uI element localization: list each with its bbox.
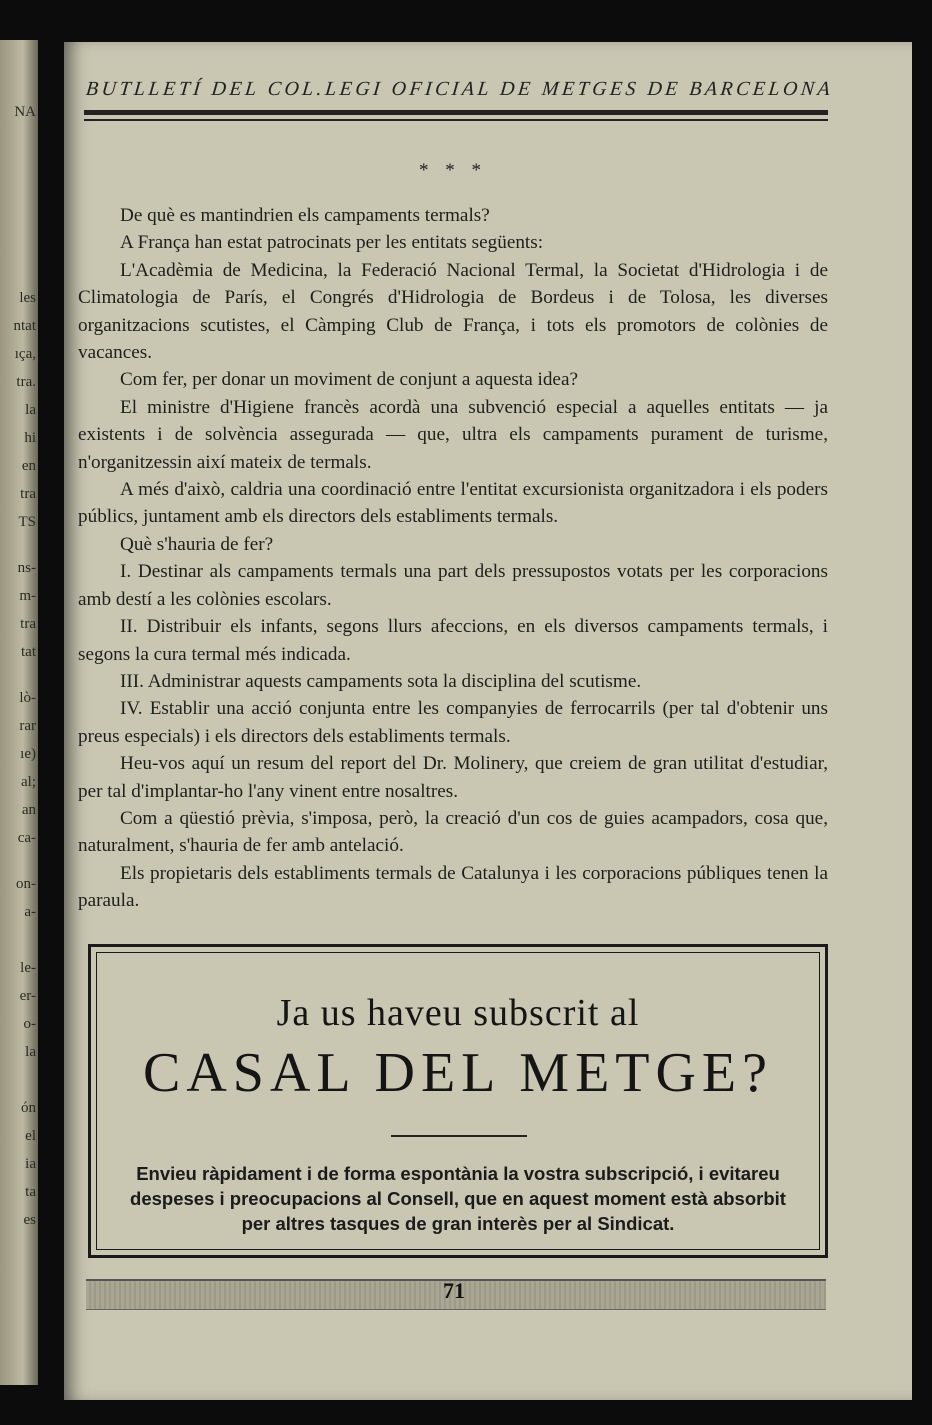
adjacent-page-text: es	[23, 1212, 36, 1228]
adjacent-page-text: tra	[20, 486, 36, 502]
adjacent-page-text: rar	[19, 718, 36, 734]
adjacent-page-text: al;	[21, 774, 36, 790]
adjacent-page-text: m-	[19, 588, 36, 604]
adjacent-page-text: ón	[21, 1100, 36, 1116]
adjacent-page-text: NA	[14, 104, 36, 120]
advertisement-inner-border	[96, 952, 820, 1250]
advertisement-headline: Ja us haveu subscrit al	[276, 992, 640, 1034]
paragraph: A més d'això, caldria una coordinació entre l'entitat excursionista organitzadora i els poders públics, juntament amb els directors dels establiments termals.	[78, 479, 828, 528]
article-body	[78, 202, 828, 915]
adjacent-page-text: an	[21, 802, 36, 818]
adjacent-page-text: ta	[25, 1184, 36, 1200]
adjacent-page-text: lò-	[19, 690, 36, 706]
advertisement-message: Envieu ràpidament i de forma espontània la vostra subscripció, i evitareu despeses i preocupacions al Consell, que en aquest moment està absorbit per altres tasques de gran interès per al Sindicat.	[130, 1163, 786, 1234]
adjacent-page-text: ıça,	[14, 346, 36, 362]
adjacent-page-text: ıe)	[20, 746, 36, 762]
document-page	[64, 42, 912, 1400]
adjacent-page-text: a-	[24, 904, 36, 920]
adjacent-page-text: la	[25, 402, 36, 418]
advertisement-title: CASAL DEL METGE?	[143, 1042, 773, 1104]
adjacent-page-text: les	[19, 290, 36, 306]
adjacent-page-text: o-	[23, 1016, 36, 1032]
adjacent-page-text: tat	[21, 644, 36, 660]
paragraph: Heu-vos aquí un resum del report del Dr. Molinery, que creiem de gran utilitat d'estudiar, per tal d'implantar-ho l'any vinent entre nosaltres.	[78, 753, 828, 802]
adjacent-page-text: la	[25, 1044, 36, 1060]
advertisement-divider	[391, 1135, 527, 1137]
paragraph: Com fer, per donar un moviment de conjunt a aquesta idea?	[120, 369, 578, 391]
adjacent-page-text: ca-	[17, 830, 36, 846]
page-number: 71	[443, 1278, 465, 1303]
adjacent-page-fragment	[0, 40, 38, 1385]
header-rule-thin	[84, 119, 828, 121]
section-separator: * * *	[419, 160, 487, 181]
paragraph: A França han estat patrocinats per les entitats següents:	[120, 232, 544, 254]
page-header-title: BUTLLETÍ DEL COL.LEGI OFICIAL DE METGES DE BARCELONA	[84, 78, 835, 100]
header-rule	[84, 110, 828, 115]
adjacent-page-text: le-	[20, 960, 36, 976]
adjacent-page-text: tra.	[16, 374, 36, 390]
adjacent-page-text: on-	[16, 876, 36, 892]
paragraph: Què s'hauria de fer?	[120, 533, 274, 555]
adjacent-page-text: er-	[19, 988, 36, 1004]
adjacent-page-text: el	[25, 1128, 36, 1144]
adjacent-page-text: ia	[25, 1156, 36, 1172]
advertisement-box	[88, 944, 828, 1258]
list-item: I. Destinar als campaments termals una part dels pressupostos votats per les corporacions amb destí a les colònies escolars.	[78, 561, 828, 610]
list-item: III. Administrar aquests campaments sota la disciplina del scutisme.	[120, 670, 642, 692]
adjacent-page-text: ntat	[13, 318, 36, 334]
paragraph: De què es mantindrien els campaments termals?	[120, 205, 490, 226]
adjacent-page-text: tra	[20, 616, 36, 632]
list-item: II. Distribuir els infants, segons llurs afeccions, en els diversos campaments termals, i segons la cura termal més indicada.	[78, 616, 828, 665]
list-item: IV. Establir una acció conjunta entre les companyies de ferrocarrils (per tal d'obtenir uns preus especials) i els directors dels establiments termals.	[78, 698, 828, 747]
paragraph: El ministre d'Higiene francès acordà una subvenció especial a aquelles entitats — ja existents i de solvència assegurada — que, ultra els campaments purament de turisme, n'organitzessin així mateix de termals.	[78, 396, 828, 473]
paragraph: L'Acadèmia de Medicina, la Federació Nacional Termal, la Societat d'Hidrologia i de Climatologia de París, el Congrés d'Hidrologia de Bordeus i de Tolosa, les diverses organitzacions scutistes, el Càmping Club de França, i tots els promotors de colònies de vacances.	[78, 259, 828, 364]
adjacent-page-text: en	[21, 458, 36, 474]
adjacent-page-text: ns-	[17, 560, 36, 576]
paragraph: Com a qüestió prèvia, s'imposa, però, la creació d'un cos de guies acampadors, cosa que, naturalment, s'hauria de fer amb antelació.	[78, 807, 828, 857]
adjacent-page-text: hi	[24, 430, 36, 446]
adjacent-page-text: TS	[18, 514, 36, 530]
paragraph: Els propietaris dels establiments termals de Catalunya i les corporacions públiques tenen la paraula.	[78, 862, 828, 912]
